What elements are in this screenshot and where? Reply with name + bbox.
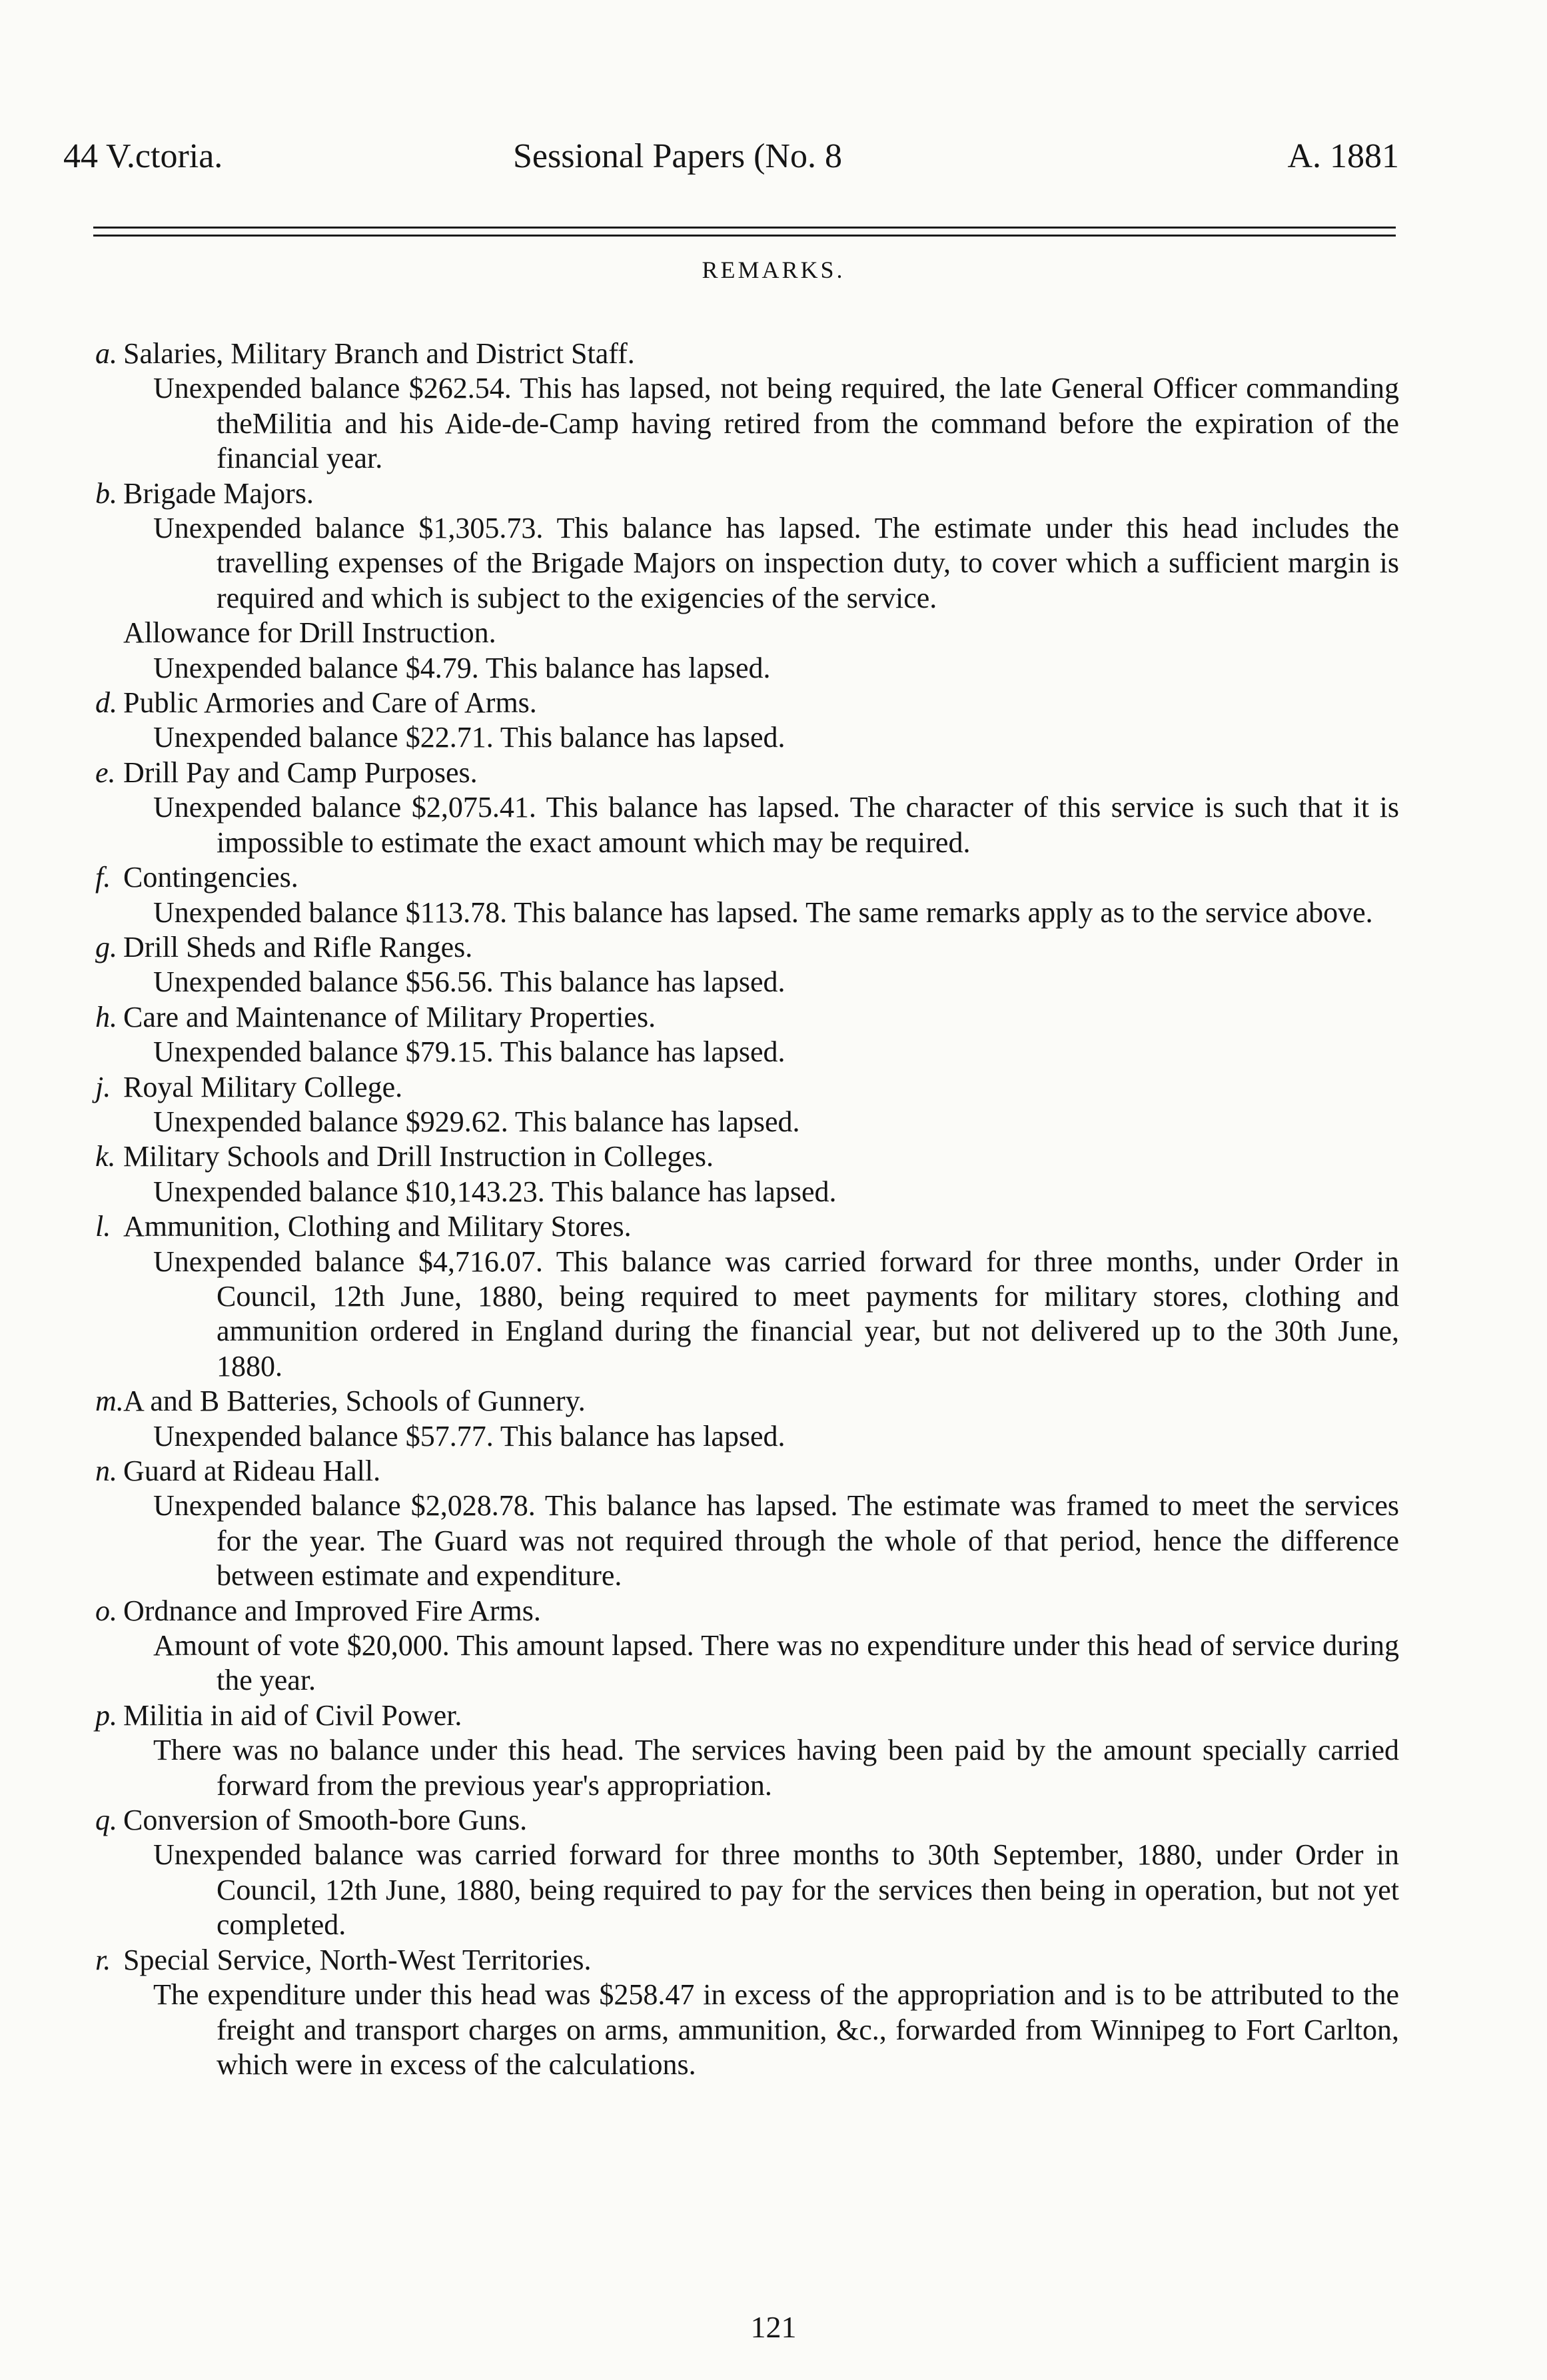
remark-detail: Unexpended balance $4,716.07. This balance was carried forward for three months, under Order in Council, 12th June, 1880, being required to meet payments for military stores, clothing and ammunition ordered in England during the financial year, but not delivered up to the 30th June, 1880. xyxy=(153,1245,1399,1383)
remark-detail: Unexpended balance was carried forward for three months to 30th September, 1880, under Order in Council, 12th June, 1880, being required to pay for the services then being in operation, but not yet completed. xyxy=(153,1838,1399,1942)
remark-item xyxy=(95,686,1399,756)
remark-letter: q. xyxy=(95,1804,117,1837)
page-header xyxy=(63,137,1399,183)
remark-heading-text: Special Service, North-West Territories. xyxy=(123,1943,592,1976)
remark-heading-text: Public Armories and Care of Arms. xyxy=(123,686,537,720)
remark-heading xyxy=(123,616,1399,650)
remark-detail: Unexpended balance $79.15. This balance has lapsed. xyxy=(153,1035,785,1069)
remark-item xyxy=(95,1803,1399,1943)
remark-heading xyxy=(95,336,1399,371)
remark-item xyxy=(95,1139,1399,1209)
remark-heading-text: Drill Pay and Camp Purposes. xyxy=(123,756,478,789)
remark-heading-text: Contingencies. xyxy=(123,861,298,894)
header-rule-bottom xyxy=(93,235,1396,237)
remark-detail: Unexpended balance $262.54. This has lapsed, not being required, the late General Officer commanding theMilitia and his Aide-de-Camp having retired from the command before the expiration of the financial year. xyxy=(153,372,1399,475)
remark-heading-text: Guard at Rideau Hall. xyxy=(123,1455,381,1487)
remark-heading xyxy=(95,1803,1399,1838)
remark-heading-text: Military Schools and Drill Instruction in Colleges. xyxy=(123,1140,714,1173)
remark-letter: m. xyxy=(95,1385,124,1418)
remark-heading xyxy=(95,1454,1399,1488)
remark-item xyxy=(95,1454,1399,1594)
remark-detail: Unexpended balance $1,305.73. This balance has lapsed. The estimate under this head includes the travelling expenses of the Brigade Majors on inspection duty, to cover which a sufficient margin is required and which is subject to the exigencies of the service. xyxy=(153,512,1399,614)
remark-heading-text: Brigade Majors. xyxy=(123,476,314,510)
remark-heading-text: Royal Military College. xyxy=(123,1070,403,1103)
remark-heading xyxy=(95,756,1399,790)
remark-letter: b. xyxy=(95,476,117,510)
remark-heading xyxy=(95,1384,1399,1419)
remark-item xyxy=(95,1384,1399,1454)
remark-letter: e. xyxy=(95,756,116,789)
section-title: REMARKS. xyxy=(702,257,845,283)
remarks-list xyxy=(95,336,1399,2082)
remark-letter: p. xyxy=(95,1698,117,1732)
remark-heading-text: A and B Batteries, Schools of Gunnery. xyxy=(123,1385,586,1418)
remark-detail: The expenditure under this head was $258.47 in excess of the appropriation and is to be attributed to the freight and transport charges on arms, ammunition, &c., forwarded from Winnipeg to Fort Carlton, which were in excess of the calculations. xyxy=(153,1978,1399,2081)
remark-heading xyxy=(95,476,1399,511)
remark-item xyxy=(95,1594,1399,1698)
remark-heading xyxy=(95,860,1399,895)
remark-detail: Unexpended balance $22.71. This balance has lapsed. xyxy=(153,721,785,754)
remark-item xyxy=(95,1070,1399,1140)
remark-heading-text: Ordnance and Improved Fire Arms. xyxy=(123,1594,541,1627)
remark-item xyxy=(95,336,1399,476)
remark-heading xyxy=(95,1139,1399,1174)
page-number: 121 xyxy=(750,2310,797,2344)
remark-heading xyxy=(95,1209,1399,1244)
remark-letter: j. xyxy=(95,1070,111,1103)
remark-letter: r. xyxy=(95,1943,111,1976)
remark-item xyxy=(95,860,1399,930)
remark-detail: Unexpended balance $113.78. This balance has lapsed. The same remarks apply as to the service above. xyxy=(153,895,1373,929)
remark-heading-text: Drill Sheds and Rifle Ranges. xyxy=(123,930,473,963)
remark-letter: l. xyxy=(95,1210,111,1243)
remark-detail: Unexpended balance $57.77. This balance has lapsed. xyxy=(153,1419,785,1453)
remark-item xyxy=(95,1943,1399,2083)
remark-heading xyxy=(95,1943,1399,1978)
remark-letter: k. xyxy=(95,1140,116,1173)
remark-detail: Unexpended balance $2,028.78. This balance has lapsed. The estimate was framed to meet the services for the year. The Guard was not required through the whole of that period, hence the difference between estimate and expenditure. xyxy=(153,1489,1399,1592)
remark-item xyxy=(95,1209,1399,1384)
remark-item xyxy=(95,930,1399,1000)
remark-item xyxy=(95,1000,1399,1070)
remark-letter: f. xyxy=(95,861,111,894)
remark-detail: There was no balance under this head. The services having been paid by the amount specially carried forward from the previous year's appropriation. xyxy=(153,1734,1399,1802)
remark-item xyxy=(123,616,1399,686)
remark-letter: o. xyxy=(95,1594,117,1627)
remark-heading-text: Militia in aid of Civil Power. xyxy=(123,1698,462,1732)
remark-heading-text: Allowance for Drill Instruction. xyxy=(123,616,496,650)
remark-heading-text: Ammunition, Clothing and Military Stores. xyxy=(123,1210,632,1243)
remark-item xyxy=(95,1698,1399,1803)
remark-heading xyxy=(95,686,1399,720)
remark-item xyxy=(95,756,1399,860)
remark-detail: Unexpended balance $929.62. This balance has lapsed. xyxy=(153,1105,800,1138)
remark-detail: Unexpended balance $56.56. This balance has lapsed. xyxy=(153,965,785,999)
remark-heading xyxy=(95,1000,1399,1035)
header-rule-top xyxy=(93,227,1396,229)
remark-detail: Unexpended balance $10,143.23. This balance has lapsed. xyxy=(153,1175,837,1208)
header-year: A. 1881 xyxy=(1287,137,1399,175)
remark-heading xyxy=(95,1698,1399,1733)
header-volume: 44 V.ctoria. xyxy=(63,137,223,175)
remark-heading xyxy=(95,930,1399,965)
remark-letter: g. xyxy=(95,930,117,963)
remark-detail: Amount of vote $20,000. This amount lapsed. There was no expenditure under this head of service during the year. xyxy=(153,1629,1399,1697)
remark-heading-text: Care and Maintenance of Military Properties. xyxy=(123,1000,656,1033)
remark-item xyxy=(95,476,1399,616)
remark-detail: Unexpended balance $4.79. This balance has lapsed. xyxy=(153,651,771,684)
remark-heading xyxy=(95,1594,1399,1628)
remark-letter: h. xyxy=(95,1000,117,1033)
remark-heading-text: Salaries, Military Branch and District Staff. xyxy=(123,337,635,370)
header-series: Sessional Papers (No. 8 xyxy=(513,137,842,175)
remark-heading-text: Conversion of Smooth-bore Guns. xyxy=(123,1804,528,1837)
remark-heading xyxy=(95,1070,1399,1105)
remark-letter: d. xyxy=(95,686,117,720)
remark-letter: n. xyxy=(95,1455,117,1487)
remark-letter: a. xyxy=(95,337,117,370)
remark-detail: Unexpended balance $2,075.41. This balance has lapsed. The character of this service is such that it is impossible to estimate the exact amount which may be required. xyxy=(153,791,1399,859)
